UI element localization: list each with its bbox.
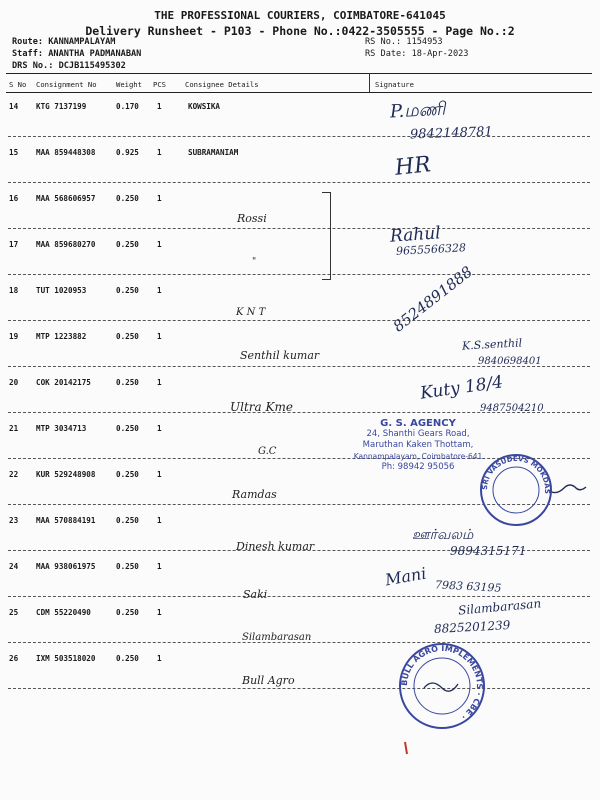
row-pcs: 1 — [157, 608, 162, 617]
row-sno: 21 — [9, 424, 19, 433]
handwritten-name: Rossi — [237, 212, 267, 225]
row-pcs: 1 — [157, 562, 162, 571]
rs-number: RS No.: 1154953 — [365, 37, 443, 47]
handwritten-name: Saki — [243, 588, 268, 601]
row-consignment-no: IXM 503518020 — [36, 654, 96, 663]
signature: 8524891888 — [389, 262, 476, 336]
row-consignment-no: MAA 568606957 — [36, 194, 96, 203]
row-sno: 14 — [9, 102, 19, 111]
stamp-ring-text: SRI VASUDEVS MOKDAS — [480, 454, 552, 495]
row-consignment-no: COK 20142175 — [36, 378, 91, 387]
svg-text:SRI VASUDEVS MOKDAS — [481, 455, 551, 494]
row-weight: 0.250 — [116, 654, 139, 663]
row-sno: 26 — [9, 654, 19, 663]
row-sno: 17 — [9, 240, 19, 249]
row-consignment-no: CDM 55220490 — [36, 608, 91, 617]
signature: HR — [393, 152, 432, 181]
runsheet-title: Delivery Runsheet - P103 - Phone No.:0422-3505555 - Page No.:2 — [85, 24, 515, 38]
row-weight: 0.250 — [116, 516, 139, 525]
row-weight: 0.250 — [116, 562, 139, 571]
row-consignment-no: MAA 938061975 — [36, 562, 96, 571]
rs-date: RS Date: 18-Apr-2023 — [365, 49, 469, 59]
handwritten-name: K N T — [236, 307, 266, 318]
signature-phone: 9487504210 — [480, 403, 544, 414]
row-pcs: 1 — [157, 286, 162, 295]
row-consignment-no: MTP 1223882 — [36, 332, 87, 341]
handwritten-name: Silambarasan — [242, 632, 312, 643]
handwritten-ditto: " — [252, 257, 257, 267]
row-consignee: KOWSIKA — [188, 102, 221, 111]
row-pcs: 1 — [157, 516, 162, 525]
row-consignment-no: MAA 859680270 — [36, 240, 96, 249]
signature: P.மணி — [389, 98, 446, 123]
signature-phone: 9840698401 — [478, 356, 542, 367]
stamp-name: G. S. AGENCY — [380, 418, 456, 429]
signature: ஊர்வலம் — [412, 527, 474, 543]
row-consignment-no: KUR 529248908 — [36, 470, 96, 479]
row-consignment-no: MTP 3034713 — [36, 424, 87, 433]
row-weight: 0.170 — [116, 102, 139, 111]
row-sno: 25 — [9, 608, 19, 617]
route-label: Route: KANNAMPALAYAM — [12, 37, 116, 47]
signature-phone: 8825201239 — [433, 618, 511, 636]
company-title: THE PROFESSIONAL COURIERS, COIMBATORE-641045 — [154, 9, 446, 22]
signature-phone: 9894315171 — [450, 544, 527, 558]
col-consignment: Consignment No — [36, 80, 97, 89]
stamp-line: 24, Shanthi Gears Road, — [366, 429, 470, 439]
handwritten-name: Bull Agro — [242, 674, 295, 687]
row-weight: 0.250 — [116, 194, 139, 203]
signature: Silambarasan — [457, 596, 542, 618]
row-pcs: 1 — [157, 332, 162, 341]
round-stamp — [396, 640, 488, 732]
gs-agency-stamp — [338, 418, 498, 473]
staff-label: Staff: ANANTHA PADMANABAN — [12, 49, 142, 59]
red-mark — [405, 742, 407, 754]
row-weight: 0.250 — [116, 424, 139, 433]
row-sno: 23 — [9, 516, 19, 525]
signature-phone: 7983 63195 — [434, 578, 502, 595]
signature: Rahul — [389, 223, 442, 247]
row-pcs: 1 — [157, 470, 162, 479]
row-sno: 16 — [9, 194, 19, 203]
row-consignment-no: MAA 570884191 — [36, 516, 96, 525]
row-weight: 0.250 — [116, 470, 139, 479]
col-pcs: PCS — [153, 80, 166, 89]
handwritten-name: Dinesh kumar — [236, 540, 315, 553]
row-weight: 0.925 — [116, 148, 139, 157]
row-weight: 0.250 — [116, 608, 139, 617]
handwritten-name: Senthil kumar — [240, 349, 320, 362]
signature-phone: 9842148781 — [409, 124, 493, 143]
signature: K.S.senthil — [461, 336, 523, 353]
row-sno: 22 — [9, 470, 19, 479]
col-signature: Signature — [375, 80, 414, 89]
col-weight: Weight — [116, 80, 142, 89]
drs-label: DRS No.: DCJB115495302 — [12, 61, 126, 71]
round-stamp — [478, 452, 554, 528]
signature: Kuty 18/4 — [419, 372, 505, 404]
col-consignee: Consignee Details — [185, 80, 259, 89]
handwritten-name: Ultra Kme — [230, 400, 293, 414]
row-pcs: 1 — [157, 424, 162, 433]
stamp-ring-text: BULL AGRO IMPLEMENTS · CBE · — [399, 643, 485, 722]
handwritten-name: G.C — [258, 446, 277, 457]
col-sno: S No — [9, 80, 27, 89]
row-consignment-no: KTG 7137199 — [36, 102, 87, 111]
row-weight: 0.250 — [116, 378, 139, 387]
row-weight: 0.250 — [116, 332, 139, 341]
stamp-line: Kannampalayam, Coimbatore-641 — [353, 452, 483, 461]
row-pcs: 1 — [157, 378, 162, 387]
handwritten-name: Ramdas — [232, 488, 277, 501]
stamp-phone: Ph: 98942 95056 — [381, 462, 455, 472]
row-pcs: 1 — [157, 102, 162, 111]
signature: Mani — [383, 563, 428, 590]
signature-phone: 9655566328 — [395, 241, 467, 258]
row-sno: 20 — [9, 378, 19, 387]
row-pcs: 1 — [157, 654, 162, 663]
row-sno: 15 — [9, 148, 19, 157]
row-sno: 24 — [9, 562, 19, 571]
row-weight: 0.250 — [116, 286, 139, 295]
row-pcs: 1 — [157, 194, 162, 203]
row-consignment-no: TUT 1020953 — [36, 286, 87, 295]
row-weight: 0.250 — [116, 240, 139, 249]
row-consignee: SUBRAMANIAM — [188, 148, 239, 157]
row-consignment-no: MAA 859448308 — [36, 148, 96, 157]
stamp-line: Maruthan Kaken Thottam, — [362, 440, 474, 450]
row-sno: 18 — [9, 286, 19, 295]
row-pcs: 1 — [157, 240, 162, 249]
row-sno: 19 — [9, 332, 19, 341]
row-pcs: 1 — [157, 148, 162, 157]
